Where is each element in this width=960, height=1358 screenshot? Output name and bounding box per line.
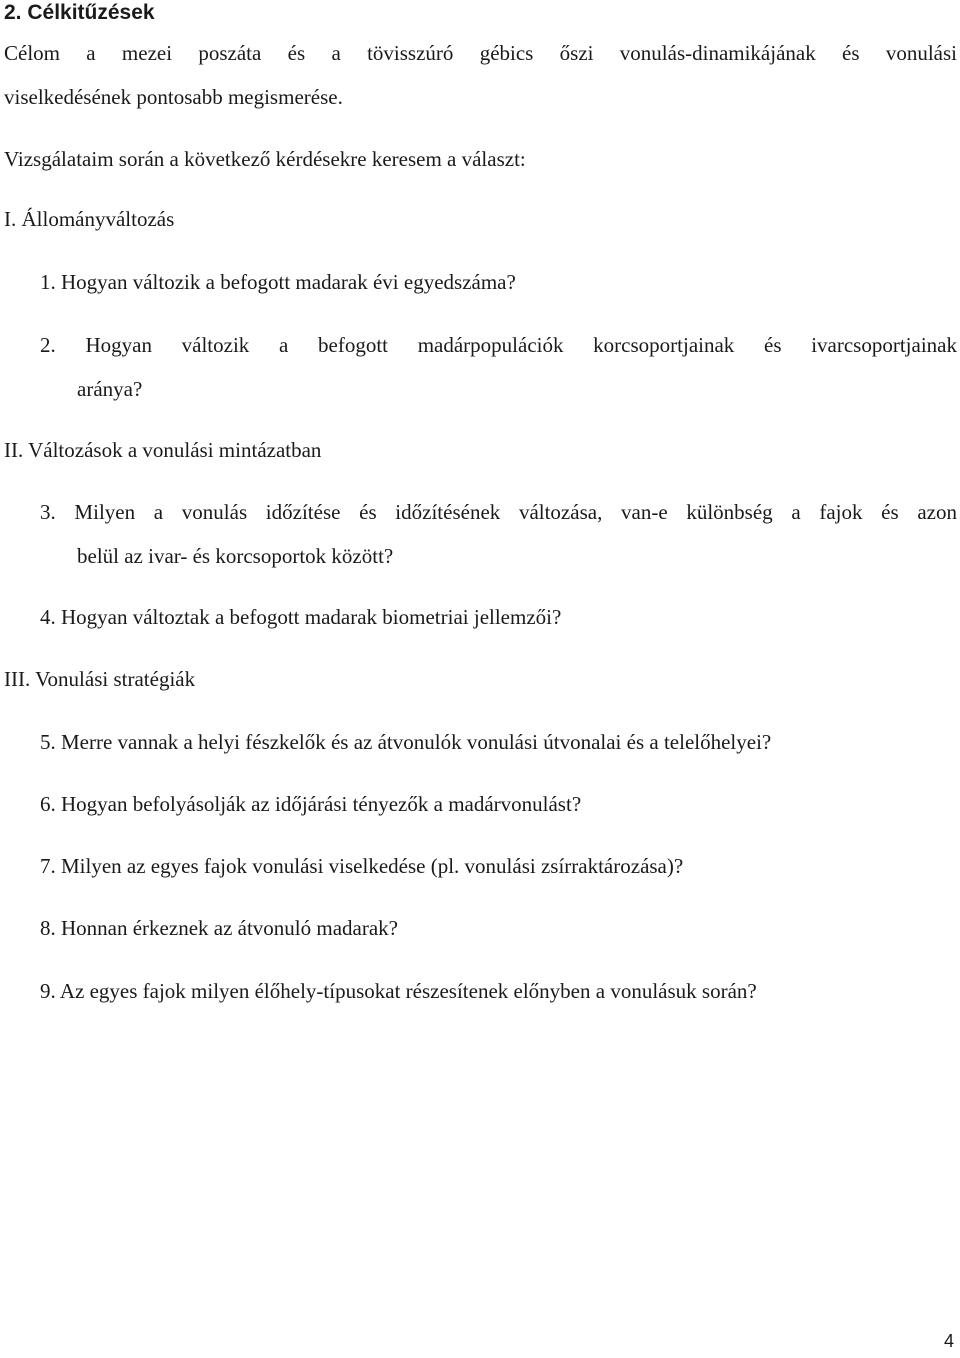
- question-2-line-2: aránya?: [77, 377, 143, 401]
- page-number: 4: [943, 1331, 954, 1351]
- section-title-1: I. Állományváltozás: [4, 207, 175, 231]
- lead-sentence: Vizsgálataim során a következő kérdésekre keresem a választ:: [4, 147, 526, 171]
- section-title-3: III. Vonulási stratégiák: [4, 667, 196, 691]
- section-title-2: II. Változások a vonulási mintázatban: [4, 438, 322, 462]
- question-3-line-2: belül az ivar- és korcsoportok között?: [77, 544, 394, 568]
- intro-line-1: Célom a mezei poszáta és a tövisszúró gébics őszi vonulás-dinamikájának és vonulási: [4, 41, 957, 65]
- question-1: 1. Hogyan változik a befogott madarak évi egyedszáma?: [40, 270, 516, 294]
- question-8: 8. Honnan érkeznek az átvonuló madarak?: [40, 916, 399, 940]
- question-6: 6. Hogyan befolyásolják az időjárási tényezők a madárvonulást?: [40, 792, 582, 816]
- question-7: 7. Milyen az egyes fajok vonulási viselkedése (pl. vonulási zsírraktározása)?: [40, 854, 684, 878]
- question-3-line-1: 3. Milyen a vonulás időzítése és időzítésének változása, van-e különbség a fajok és azon: [40, 500, 957, 524]
- question-4: 4. Hogyan változtak a befogott madarak biometriai jellemzői?: [40, 605, 562, 629]
- question-5: 5. Merre vannak a helyi fészkelők és az átvonulók vonulási útvonalai és a telelőhelyei?: [40, 730, 772, 754]
- question-9: 9. Az egyes fajok milyen élőhely-típusokat részesítenek előnyben a vonulásuk során?: [40, 979, 757, 1003]
- section-heading: 2. Célkitűzések: [4, 1, 155, 24]
- question-2-line-1: 2. Hogyan változik a befogott madárpopulációk korcsoportjainak és ivarcsoportjainak: [40, 333, 957, 357]
- intro-line-2: viselkedésének pontosabb megismerése.: [4, 85, 343, 109]
